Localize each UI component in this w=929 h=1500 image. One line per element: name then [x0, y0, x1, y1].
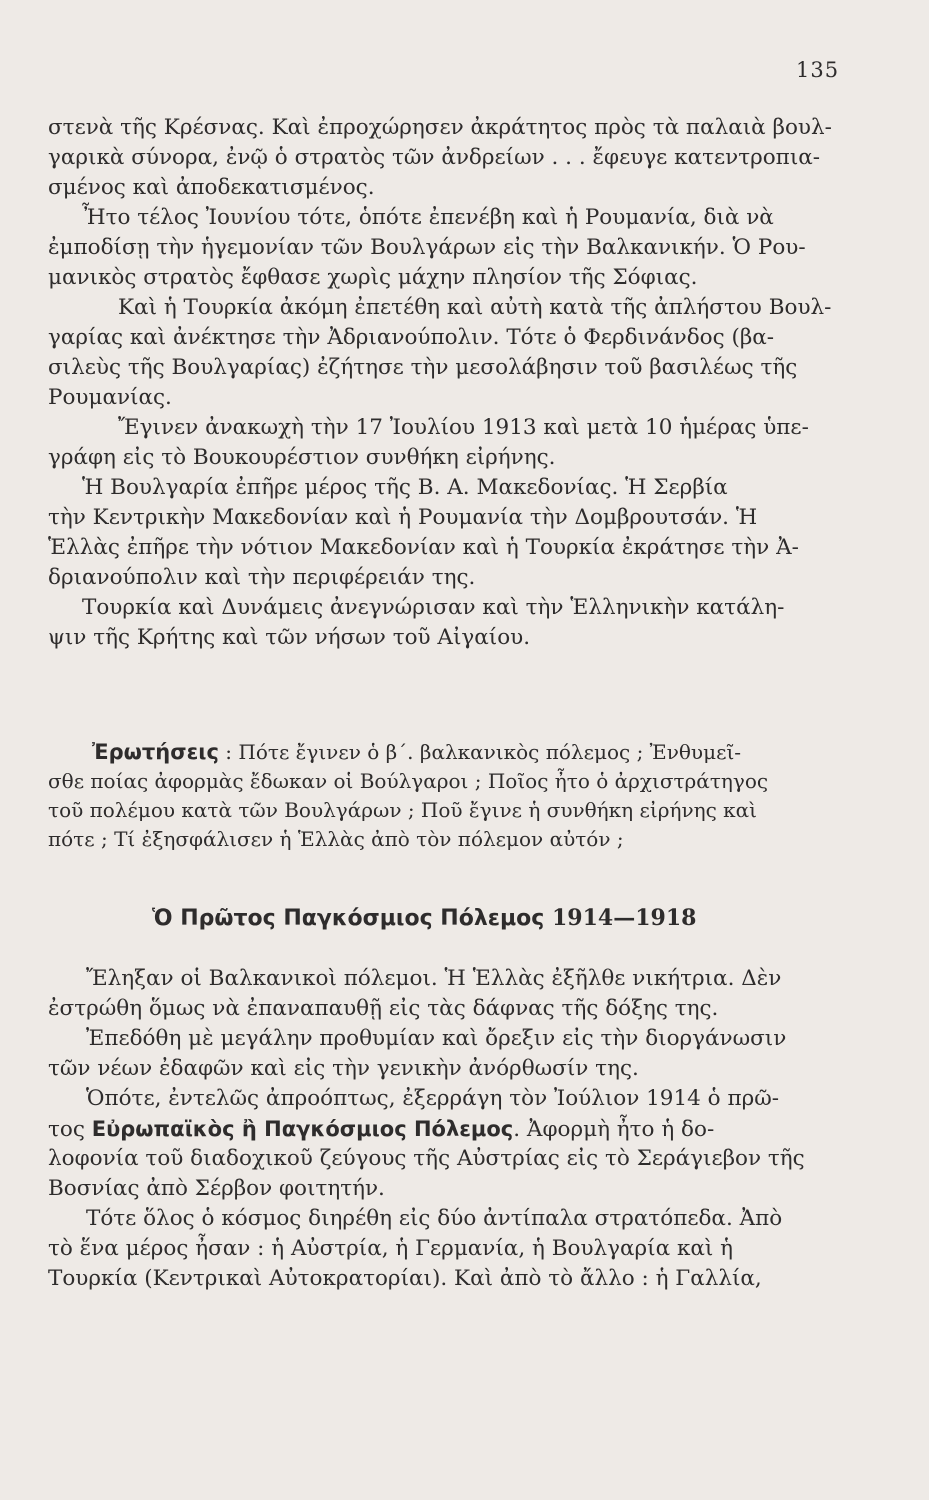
text-line: μανικὸς στρατὸς ἔφθασε χωρὶς μάχην πλησίον τῆς Σόφιας.	[48, 265, 698, 290]
text-fragment: . Ἀφορμὴ ἦτο ἡ δο-	[513, 1117, 715, 1142]
chapter-heading	[152, 905, 852, 931]
text-line: στενὰ τῆς Κρέσνας. Καὶ ἐπροχώρησεν ἀκράτητος πρὸς τὰ παλαιὰ βουλ-	[48, 115, 832, 140]
text-line: ἐμποδίσῃ τὴν ἡγεμονίαν τῶν Βουλγάρων εἰς τὴν Βαλκανικήν. Ὁ Ρου-	[48, 235, 806, 260]
text-line: Τουρκία καὶ Δυνάμεις ἀνεγνώρισαν καὶ τὴν Ἑλληνικὴν κατάλη-	[82, 595, 785, 620]
question-line: πότε ; Τί ἐξησφάλισεν ἡ Ἑλλὰς ἀπὸ τὸν πόλεμον αὐτόν ;	[48, 827, 624, 851]
emphasized-war-name: Εὐρωπαϊκὸς ἢ Παγκόσμιος Πόλεμος	[91, 1117, 514, 1141]
text-line: τὴν Κεντρικὴν Μακεδονίαν καὶ ἡ Ρουμανία τὴν Δομβρουτσάν. Ἡ	[48, 505, 758, 530]
text-line: Ἐπεδόθη μὲ μεγάλην προθυμίαν καὶ ὄρεξιν εἰς τὴν διοργάνωσιν	[86, 1026, 787, 1051]
text-line: σμένος καὶ ἀποδεκατισμένος.	[48, 175, 375, 200]
question-line: σθε ποίας ἀφορμὰς ἔδωκαν οἱ Βούλγαροι ; Ποῖος ἦτο ὁ ἀρχιστράτηγος	[48, 769, 769, 793]
page-number: 135	[796, 58, 840, 82]
questions-section	[48, 738, 848, 854]
questions-label: Ἐρωτήσεις	[92, 740, 219, 764]
text-line: λοφονία τοῦ διαδοχικοῦ ζεύγους τῆς Αὐστρίας εἰς τὸ Σεράγιεβον τῆς	[48, 1146, 805, 1171]
question-text: : Πότε ἔγινεν ὁ β΄. βαλκανικὸς πόλεμος ; Ἐνθυμεῖ-	[218, 740, 742, 764]
text-line-with-emphasis	[48, 1114, 848, 1144]
text-line: Ρουμανίας.	[48, 385, 172, 410]
balkan-war-paragraphs	[48, 113, 848, 653]
text-fragment: τος	[48, 1117, 92, 1142]
text-line: Ὁπότε, ἐντελῶς ἀπροόπτως, ἐξερράγη τὸν Ἰούλιον 1914 ὁ πρῶ-	[86, 1086, 780, 1111]
text-line: Τουρκία (Κεντρικαὶ Αὐτοκρατορίαι). Καὶ ἀπὸ τὸ ἄλλο : ἡ Γαλλία,	[48, 1266, 762, 1291]
text-line: Καὶ ἡ Τουρκία ἀκόμη ἐπετέθη καὶ αὐτὴ κατὰ τῆς ἀπλήστου Βουλ-	[118, 295, 832, 320]
text-line: Ἔληξαν οἱ Βαλκανικοὶ πόλεμοι. Ἡ Ἑλλὰς ἐξῆλθε νικήτρια. Δὲν	[86, 966, 782, 991]
text-line: Βοσνίας ἀπὸ Σέρβον φοιτητήν.	[48, 1176, 385, 1201]
text-line: ψιν τῆς Κρήτης καὶ τῶν νήσων τοῦ Αἰγαίου.	[48, 625, 531, 650]
text-line: ἐστρώθη ὅμως νὰ ἐπαναπαυθῇ εἰς τὰς δάφνας τῆς δόξης της.	[48, 996, 719, 1021]
text-line: Τότε ὅλος ὁ κόσμος διηρέθη εἰς δύο ἀντίπαλα στρατόπεδα. Ἀπὸ	[86, 1206, 783, 1231]
questions-first-line	[48, 738, 848, 767]
chapter-years: 1914—1918	[552, 905, 697, 931]
text-line: Ἦτο τέλος Ἰουνίου τότε, ὁπότε ἐπενέβη καὶ ἡ Ρουμανία, διὰ νὰ	[82, 205, 774, 230]
text-line: τὸ ἕνα μέρος ἦσαν : ἡ Αὐστρία, ἡ Γερμανία, ἡ Βουλγαρία καὶ ἡ	[48, 1236, 734, 1261]
text-line: γαρίας καὶ ἀνέκτησε τὴν Ἀδριανούπολιν. Τότε ὁ Φερδινάνδος (βα-	[48, 325, 775, 350]
chapter-title: Ὁ Πρῶτος Παγκόσμιος Πόλεμος	[152, 906, 545, 931]
text-line: δριανούπολιν καὶ τὴν περιφέρειάν της.	[48, 565, 476, 590]
question-line: τοῦ πολέμου κατὰ τῶν Βουλγάρων ; Ποῦ ἔγινε ἡ συνθήκη εἰρήνης καὶ	[48, 798, 757, 822]
text-line: γράφη εἰς τὸ Βουκουρέστιον συνθήκη εἰρήνης.	[48, 445, 556, 470]
text-line: Ἔγινεν ἀνακωχὴ τὴν 17 Ἰουλίου 1913 καὶ μετὰ 10 ἡμέρας ὑπε-	[118, 415, 809, 440]
text-line: Ἡ Βουλγαρία ἐπῆρε μέρος τῆς Β. Α. Μακεδονίας. Ἡ Σερβία	[82, 475, 728, 500]
text-line: Ἑλλὰς ἐπῆρε τὴν νότιον Μακεδονίαν καὶ ἡ Τουρκία ἐκράτησε τὴν Ἀ-	[48, 535, 799, 560]
world-war-paragraphs	[48, 964, 848, 1294]
text-line: σιλεὺς τῆς Βουλγαρίας) ἐζήτησε τὴν μεσολάβησιν τοῦ βασιλέως τῆς	[48, 355, 798, 380]
text-line: γαρικὰ σύνορα, ἐνῷ ὁ στρατὸς τῶν ἀνδρείων . . . ἔφευγε κατεντροπια-	[48, 145, 821, 170]
text-line: τῶν νέων ἐδαφῶν καὶ εἰς τὴν γενικὴν ἀνόρθωσίν της.	[48, 1056, 639, 1081]
